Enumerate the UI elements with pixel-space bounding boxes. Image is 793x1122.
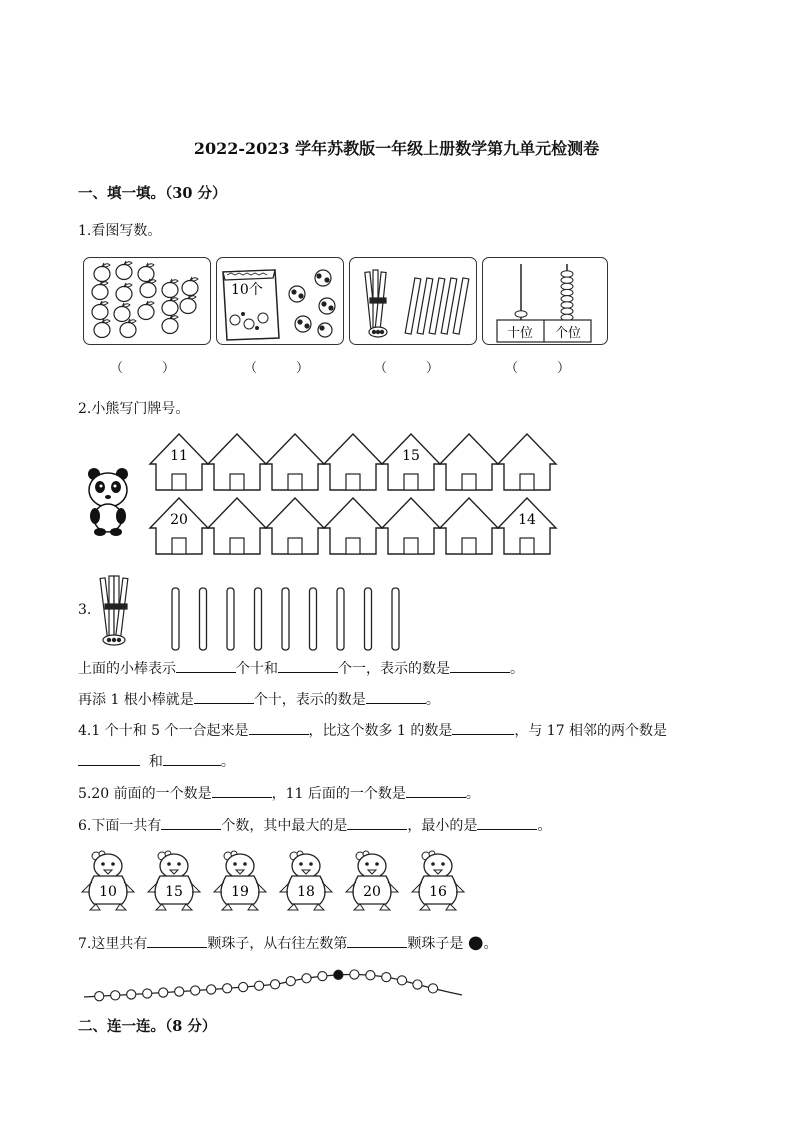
stick (310, 588, 317, 650)
white-bead (302, 974, 311, 983)
panda-houses (80, 430, 580, 560)
house-icon (324, 498, 382, 554)
penguin-number: 19 (231, 884, 249, 900)
panda-icon (88, 468, 128, 536)
white-bead (413, 980, 422, 989)
q3-blank-ones[interactable] (278, 658, 338, 673)
stick (227, 588, 234, 650)
q7-line (78, 932, 498, 953)
abacus-bead (561, 302, 573, 308)
house-icon (382, 498, 440, 554)
apple-icon (114, 303, 130, 322)
q3-text-b: 个十和 (236, 661, 278, 677)
penguin-icon (280, 851, 332, 910)
white-bead (428, 984, 437, 993)
house-row-1 (150, 434, 556, 490)
q5-line (78, 783, 480, 803)
white-bead (397, 976, 406, 985)
section2-heading: 二、连一连。（8 分） (78, 1018, 217, 1035)
ones-place-label: 个位 (554, 326, 582, 341)
penguin-number: 20 (363, 884, 381, 900)
q6-text-d: 。 (537, 818, 552, 834)
q1-answer-3[interactable]: （ ） (374, 361, 440, 376)
white-bead (318, 972, 327, 981)
q3-blank-tens2[interactable] (194, 689, 254, 704)
apple-icon (162, 279, 178, 298)
white-bead (207, 985, 216, 994)
q3-line1 (78, 658, 524, 678)
apple-icon (138, 263, 154, 282)
bag-illustration (217, 258, 343, 344)
white-bead (111, 991, 120, 1000)
q4-blank-1[interactable] (249, 720, 309, 735)
apple-icon (94, 319, 110, 338)
q5-text-a: 5.20 前面的一个数是 (78, 786, 212, 802)
penguin-icon (412, 851, 464, 910)
q6-text-a: 6.下面一共有 (78, 818, 162, 834)
q6-text-c: ，最小的是 (407, 818, 478, 834)
q4-blank-3[interactable] (78, 751, 140, 766)
q4-text-e: 。 (220, 754, 235, 770)
apple-icon (138, 301, 154, 320)
stick (172, 588, 179, 650)
q4-text-b: ，比这个数多 1 的数是 (308, 723, 453, 739)
black-bead (334, 970, 343, 979)
stick (365, 588, 372, 650)
penguin-icon (214, 851, 266, 910)
white-bead (350, 970, 359, 979)
house-icon (440, 434, 498, 490)
penguin-icon (148, 851, 200, 910)
stick (200, 588, 207, 650)
loose-sticks-icon (405, 278, 469, 334)
abacus-illustration (483, 258, 607, 344)
house-number: 14 (518, 512, 536, 528)
white-bead (239, 982, 248, 991)
q3-text-f: 个十，表示的数是 (253, 692, 366, 708)
stick-bundle-icon (365, 270, 387, 337)
q4-blank-2[interactable] (452, 720, 514, 735)
black-bead-icon: ● (467, 932, 484, 953)
house-number: 11 (170, 448, 188, 464)
q3-text-g: 。 (425, 692, 440, 708)
penguin-icon (346, 851, 398, 910)
white-bead (191, 986, 200, 995)
q7-text-d: 。 (483, 936, 498, 952)
q7-blank-total[interactable] (147, 933, 207, 948)
white-bead (175, 987, 184, 996)
q3-text-e: 再添 1 根小棒就是 (78, 692, 194, 708)
white-bead (95, 992, 104, 1001)
loose-sticks-icon (172, 588, 399, 650)
penguin-number: 16 (429, 884, 447, 900)
penguin-icon (82, 851, 134, 910)
q4-line2 (78, 751, 235, 771)
house-row-2 (150, 498, 556, 554)
q7-text-c: 颗珠子是 (407, 936, 464, 952)
apples-illustration (84, 258, 210, 344)
q6-text-b: 个数，其中最大的是 (221, 818, 348, 834)
bag-label: 10个 (231, 282, 263, 298)
q6-blank-count[interactable] (161, 815, 221, 830)
white-bead (286, 977, 295, 986)
apple-icon (94, 263, 110, 282)
stick-bundle-icon (100, 576, 128, 645)
q7-text-b: 颗珠子，从右往左数第 (207, 936, 348, 952)
q1-answer-2[interactable]: （ ） (244, 361, 310, 376)
abacus-bead (561, 308, 573, 314)
q3-text-d: 。 (510, 661, 524, 677)
house-icon (208, 498, 266, 554)
q5-text-b: ，11 后面的一个数是 (271, 786, 406, 802)
white-bead (223, 984, 232, 993)
abacus-bead (561, 296, 573, 302)
apple-icon (92, 281, 108, 300)
sticks-picture (349, 257, 477, 345)
house-icon (324, 434, 382, 490)
cupcake-icon (289, 270, 335, 337)
q5-text-c: 。 (465, 786, 480, 802)
house-number: 15 (402, 448, 420, 464)
q3-blank-number2[interactable] (366, 689, 426, 704)
q5-blank-2[interactable] (406, 783, 466, 798)
section1-heading: 一、填一填。（30 分） (78, 185, 227, 202)
q6-line (78, 815, 551, 835)
stick (337, 588, 344, 650)
penguin-number: 15 (165, 884, 183, 900)
q1-answer-1[interactable]: （ ） (110, 361, 176, 376)
abacus-bead (561, 289, 573, 295)
white-bead (143, 989, 152, 998)
abacus-picture (482, 257, 608, 345)
stick (282, 588, 289, 650)
page-title: 2022-2023 学年苏教版一年级上册数学第九单元检测卷 (193, 139, 600, 158)
apple-icon (162, 297, 178, 316)
q1-prompt: 1.看图写数。 (78, 223, 162, 239)
q6-blank-max[interactable] (347, 815, 407, 830)
bag-picture (216, 257, 344, 345)
apples-picture (83, 257, 211, 345)
house-icon (440, 498, 498, 554)
q3-text-c: 个一，表示的数是 (338, 661, 450, 677)
q3-text-a: 上面的小棒表示 (78, 661, 176, 677)
house-icon (208, 434, 266, 490)
house-number: 20 (170, 512, 188, 528)
sticks-illustration (350, 258, 476, 344)
q1-answer-4[interactable]: （ ） (505, 361, 571, 376)
white-bead (366, 971, 375, 980)
q4-text-d: 和 (148, 754, 163, 770)
apple-icon (116, 283, 132, 302)
abacus-bead (561, 283, 573, 289)
white-bead (270, 980, 279, 989)
penguin-row (78, 846, 478, 916)
q7-text-a: 7.这里共有 (78, 936, 148, 952)
q3-blank-tens[interactable] (176, 658, 236, 673)
q4-line1 (78, 720, 667, 740)
apple-icon (162, 315, 178, 334)
house-icon (498, 434, 556, 490)
white-bead (255, 981, 264, 990)
stick (255, 588, 262, 650)
q5-blank-1[interactable] (212, 783, 272, 798)
penguin-number: 18 (297, 884, 315, 900)
house-icon (266, 498, 324, 554)
q4-text-c: ，与 17 相邻的两个数是 (514, 723, 668, 739)
white-bead (382, 973, 391, 982)
apple-icon (180, 295, 196, 314)
apple-icon (140, 279, 156, 298)
white-bead (127, 990, 136, 999)
apple-icon (116, 261, 132, 280)
q2-prompt: 2.小熊写门牌号。 (78, 401, 190, 417)
house-icon (266, 434, 324, 490)
stick (392, 588, 399, 650)
apple-icon (92, 301, 108, 320)
candy-bag-icon (223, 270, 279, 340)
q3-blank-number[interactable] (450, 658, 510, 673)
q4-blank-4[interactable] (163, 751, 221, 766)
tens-place-label: 十位 (506, 326, 534, 341)
white-bead (159, 988, 168, 997)
q3-number: 3. (78, 602, 92, 618)
q7-blank-position[interactable] (347, 933, 407, 948)
q6-blank-min[interactable] (477, 815, 537, 830)
q3-sticks (96, 572, 416, 652)
apple-icon (182, 277, 198, 296)
bead-string (78, 962, 468, 1004)
abacus-bead (561, 277, 573, 283)
q3-line2 (78, 689, 440, 709)
abacus-bead (561, 271, 573, 277)
penguin-number: 10 (99, 884, 117, 900)
q4-text-a: 4.1 个十和 5 个一合起来是 (78, 723, 249, 739)
